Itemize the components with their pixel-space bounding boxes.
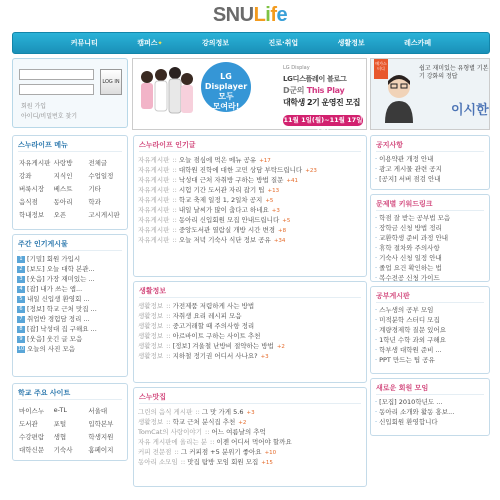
list-item[interactable] (375, 174, 485, 184)
item-board: 생활정보 (138, 418, 164, 426)
list-item[interactable] (138, 185, 362, 195)
menu-link[interactable]: 입학본부 (88, 420, 114, 428)
menu-link[interactable]: 서울대 (88, 407, 108, 415)
rank-badge: 5 (17, 296, 25, 303)
separator: :: (172, 166, 179, 174)
divider (18, 250, 122, 251)
menu-link[interactable]: 도서관 (19, 420, 38, 428)
list-item[interactable] (375, 407, 485, 417)
bullet-icon: · (375, 214, 378, 222)
comment-count: +10 (264, 450, 277, 456)
banner-line-2a: D군의 (283, 86, 307, 95)
life-box-title: 생활정보 (139, 287, 167, 295)
list-item[interactable] (375, 223, 485, 233)
list-item-title: 이용약관 개정 안내 (379, 155, 434, 163)
list-item[interactable] (375, 154, 485, 164)
item-title: 오늘 점심에 먹은 메뉴 공유 (178, 156, 257, 164)
nav-campus[interactable] (137, 38, 162, 48)
hot-box (133, 135, 367, 277)
divider (376, 210, 484, 211)
comment-count: +5 (282, 218, 291, 224)
separator: :: (172, 226, 179, 234)
menu-link[interactable]: 학내정보 (19, 211, 45, 219)
list-item-title: 스누생의 공부 모임 (379, 306, 434, 314)
logo-snu: SNU (212, 4, 254, 26)
list-item-title: 오늘의 사진 모음 (27, 345, 76, 353)
rank-badge: 8 (17, 326, 25, 333)
list-item[interactable] (138, 447, 362, 457)
notice-box-title: 공지사항 (376, 141, 404, 149)
list-item[interactable] (138, 205, 362, 215)
bullet-icon: · (375, 155, 378, 163)
item-board: 자유 게시판에 올리는 분 (138, 438, 207, 446)
list-item-title: 학점 잘 받는 공부법 모음 (379, 214, 451, 222)
menu-link[interactable]: 베스트 (53, 185, 73, 193)
comment-count: +34 (273, 238, 286, 244)
separator: :: (166, 322, 173, 330)
rank-badge: 4 (17, 286, 25, 293)
separator: :: (166, 342, 173, 350)
menu-link[interactable]: 기타 (88, 185, 101, 193)
list-item[interactable] (375, 397, 485, 407)
nav-campus-label: 캠퍼스 (137, 39, 158, 47)
item-title: [정보] 겨울철 난방비 절약하는 방법 (172, 342, 274, 350)
list-item[interactable] (375, 233, 485, 243)
list-item-title: 휴학 절차와 주의사항 (379, 244, 440, 252)
item-title: 자취생 요리 레시피 모음 (172, 312, 242, 320)
item-board: 자유게시판 (138, 226, 170, 234)
students-illustration (137, 65, 197, 127)
list-item-title: [기밀] 회원 가입시 (27, 255, 81, 263)
comment-count: +23 (305, 168, 317, 174)
item-title: 학교 축제 일정 1, 2일차 공지 (178, 196, 263, 204)
id-input[interactable] (19, 69, 94, 80)
separator: :: (210, 438, 217, 446)
notice-list (375, 154, 485, 184)
list-item-title: [모집] 2010학년도 ... (379, 398, 443, 406)
banner-line-3: 대학생 2기 운영진 모집 (283, 98, 360, 107)
item-board: 동아리 소모임 (138, 458, 178, 466)
list-item-title: 미적분학 스터디 모집 (379, 316, 440, 324)
item-board: 자유게시판 (138, 236, 170, 244)
comment-count: +41 (286, 178, 298, 184)
logo-life: Life (253, 4, 288, 26)
bullet-icon: · (375, 234, 378, 242)
club-box-title: 새로운 회원 모임 (376, 384, 429, 392)
club-list (375, 397, 485, 427)
notice-box (370, 135, 490, 190)
menu-link[interactable]: 지식인 (53, 172, 73, 180)
list-item-title: 취업반 경험담 정리 ... (27, 315, 90, 323)
separator: :: (195, 408, 202, 416)
list-item[interactable] (375, 253, 485, 263)
separator: :: (180, 458, 188, 466)
list-item-title: 기숙사 신청 일정 안내 (379, 254, 442, 262)
list-item-title: 내일 신입생 환영회 ... (27, 295, 90, 303)
theme-box-title: 문제별 키워드링크 (376, 200, 433, 208)
list-item[interactable] (375, 213, 485, 223)
item-title: 중고거래할 때 주의사항 정리 (172, 322, 255, 330)
lg-displayer-badge (201, 62, 251, 112)
item-title: 그 커피점 +5 분위기 좋아요 (180, 448, 262, 456)
list-item[interactable] (375, 243, 485, 253)
instructor-name: 이시한 (451, 103, 489, 118)
banner-line-2 (283, 85, 344, 96)
list-item-title: [잡] 내가 쓰는 앱... (27, 285, 83, 293)
item-title: 오늘 저녁 기숙사 식단 정보 공유 (178, 236, 271, 244)
menu-box (12, 135, 128, 230)
rank-badge: 3 (17, 276, 25, 283)
list-item[interactable] (138, 175, 362, 185)
divider (139, 151, 361, 152)
bullet-icon: · (375, 326, 378, 334)
nav-lecture[interactable]: 강의정보 (201, 39, 230, 47)
list-item[interactable] (17, 284, 123, 294)
badge-line-4: 모여라! (212, 102, 240, 111)
list-item[interactable] (375, 305, 485, 315)
bullet-icon: · (375, 356, 378, 364)
list-item-title: [잡] 낙성대 집 구해요 ... (27, 325, 97, 333)
separator: :: (166, 418, 173, 426)
item-title: 그 맛 가게 5.6 (201, 408, 244, 416)
rank-badge: 10 (17, 345, 25, 352)
divider (18, 399, 122, 400)
list-item[interactable] (138, 301, 362, 311)
main-navigation (12, 32, 490, 54)
list-item[interactable] (138, 427, 362, 437)
list-item[interactable] (138, 321, 362, 331)
rank-badge: 2 (17, 266, 25, 273)
list-item[interactable] (138, 311, 362, 321)
separator: :: (172, 186, 179, 194)
comment-count: +3 (271, 208, 280, 214)
list-item[interactable] (375, 325, 485, 335)
club-box (370, 378, 490, 436)
comment-count: +15 (261, 460, 273, 466)
nav-rescafe[interactable]: 레스카페 (404, 39, 432, 47)
comment-count: +8 (278, 228, 287, 234)
list-item[interactable] (138, 457, 362, 467)
divider (376, 302, 484, 303)
rank-badge: 1 (17, 256, 25, 263)
item-title: 내일 날씨가 많이 춥다고 하네요 (178, 206, 269, 214)
megastudy-ad[interactable] (370, 58, 490, 130)
list-item[interactable] (375, 417, 485, 427)
sites-box-title: 학교 주요 사이트 (18, 389, 71, 397)
popular-box-title: 주간 인기게시물 (18, 240, 68, 248)
list-item[interactable] (17, 304, 123, 314)
list-item[interactable] (17, 324, 123, 334)
menu-link[interactable]: 자유게시판 (19, 159, 51, 167)
list-item-title: 복수전공 신청 가이드 (379, 274, 440, 282)
menu-box-title: 스누라이프 메뉴 (18, 141, 68, 149)
list-item[interactable] (375, 164, 485, 174)
separator: :: (205, 428, 212, 436)
list-item[interactable] (375, 345, 485, 355)
menu-link[interactable]: 포털 (53, 420, 67, 428)
study-box (370, 286, 490, 374)
sites-grid (19, 406, 123, 454)
comment-count: +3 (260, 354, 269, 360)
item-board: 자유게시판 (138, 196, 170, 204)
bullet-icon: · (375, 418, 378, 426)
menu-grid (19, 158, 123, 219)
separator: :: (172, 156, 179, 164)
item-title: 동아리 신입회원 모집 안내드립니다 (178, 216, 280, 224)
menu-link[interactable]: 기숙사 (53, 446, 73, 454)
divider (18, 151, 122, 152)
list-item[interactable] (375, 335, 485, 345)
popular-box (12, 234, 128, 377)
list-item-title: [정보] 학교 근처 맛집 ... (27, 305, 97, 313)
separator: :: (166, 312, 173, 320)
separator: :: (172, 236, 179, 244)
list-item[interactable] (17, 344, 123, 354)
menu-link[interactable]: 수강편람 (19, 433, 45, 441)
list-item[interactable] (138, 155, 362, 165)
comment-count: +3 (246, 410, 255, 416)
item-board: 커피 전문점 (138, 448, 172, 456)
list-item[interactable] (138, 195, 362, 205)
rank-badge: 9 (17, 336, 25, 343)
item-board: 생활정보 (138, 312, 164, 320)
menu-link[interactable]: 학과 (88, 198, 101, 206)
list-item-title: 신입회원 환영합니다 (379, 418, 438, 426)
item-board: 생활정보 (138, 342, 164, 350)
menu-link[interactable]: 전체글 (88, 159, 108, 167)
separator: :: (166, 332, 173, 340)
list-item[interactable] (138, 331, 362, 341)
list-item-title: 계량경제학 질문 있어요 (379, 326, 447, 334)
popular-list (17, 254, 123, 354)
divider (376, 394, 484, 395)
item-title: 지하철 정기권 어디서 사나요? (172, 352, 258, 360)
item-title: 낙성대 근처 자취방 구하는 방법 질문 (178, 176, 284, 184)
bullet-icon: · (375, 346, 378, 354)
banner-brand: LG Display (283, 65, 310, 71)
list-item[interactable] (17, 274, 123, 284)
menu-link[interactable]: 사랑방 (53, 159, 73, 167)
item-title: 중앙도서관 열람실 개방 시간 변경 (178, 226, 276, 234)
list-item[interactable] (138, 225, 362, 235)
list-item[interactable] (138, 351, 362, 361)
lg-display-banner[interactable] (132, 58, 367, 135)
divider (376, 151, 484, 152)
bullet-icon: · (375, 336, 378, 344)
menu-link[interactable]: 수업일정 (88, 172, 114, 180)
menu-link[interactable]: 고시게시판 (88, 211, 120, 219)
ad-tag: 메가스터디 (374, 59, 388, 79)
banner-line-1: LG디스플레이 블로그 (283, 75, 347, 83)
item-board: 자유게시판 (138, 216, 170, 224)
list-item[interactable] (138, 437, 362, 447)
nav-life[interactable]: 생활정보 (337, 39, 365, 47)
list-item-title: [보도] 오늘 대학 본관... (27, 265, 95, 273)
badge-line-3: 모두 (218, 92, 234, 101)
list-item[interactable] (138, 407, 362, 417)
list-item-title: 동아리 소개와 활동 홍보... (379, 408, 455, 416)
list-item-title: [웃음] 웃긴 글 모음 (27, 335, 83, 343)
list-item-title: 광고 게시물 관련 공지 (379, 165, 442, 173)
item-board: 생활정보 (138, 332, 164, 340)
separator: :: (174, 448, 181, 456)
study-list (375, 305, 485, 365)
item-board: 그린의 음식 게시판 (138, 408, 193, 416)
sites-box (12, 383, 128, 461)
item-title: 시험 기간 도서관 자리 잡기 팁 (178, 186, 265, 194)
theme-list (375, 213, 485, 283)
list-item[interactable] (138, 417, 362, 427)
nav-community[interactable]: 커뮤니티 (70, 39, 98, 47)
snu-box (133, 387, 367, 487)
instructor-photo (383, 73, 415, 123)
list-item-title: 장학금 신청 방법 정리 (379, 224, 442, 232)
bullet-icon: · (375, 316, 378, 324)
comment-count: +17 (259, 158, 271, 164)
banner-date: 11월 1일(월)~11월 17일(수) (283, 116, 363, 135)
separator: :: (166, 302, 173, 310)
menu-link[interactable]: 버룩시장 (19, 185, 45, 193)
list-item[interactable] (375, 273, 485, 283)
separator: :: (172, 196, 179, 204)
item-title: 아르바이트 구하는 사이트 추천 (172, 332, 261, 340)
item-board: 생활정보 (138, 302, 164, 310)
item-title: 이젠 어디서 먹어야 할까요 (216, 438, 292, 446)
bullet-icon: · (375, 224, 378, 232)
list-item[interactable] (138, 235, 362, 245)
rank-badge: 7 (17, 316, 25, 323)
hot-box-title: 스누라이프 인기글 (139, 141, 196, 149)
menu-link[interactable]: 대학신문 (19, 446, 45, 454)
comment-count: +13 (267, 188, 280, 194)
list-item[interactable] (17, 254, 123, 264)
item-board: 생활정보 (138, 352, 164, 360)
item-board: 자유게시판 (138, 166, 170, 174)
list-item-title: 졸업 요건 확인하는 법 (379, 264, 442, 272)
menu-link[interactable]: e-TL (53, 406, 67, 414)
bullet-icon: · (375, 254, 378, 262)
menu-link[interactable]: 생협 (53, 433, 67, 441)
menu-link[interactable]: 강좌 (19, 172, 32, 180)
bullet-icon: · (375, 408, 378, 416)
menu-link[interactable]: 마이스누 (19, 407, 45, 415)
menu-link[interactable]: 오픈 (53, 211, 67, 219)
life-box (133, 281, 367, 383)
login-button[interactable]: LOG IN (100, 69, 122, 95)
list-item[interactable] (138, 215, 362, 225)
list-item[interactable] (138, 165, 362, 175)
list-item[interactable] (375, 355, 485, 365)
item-title: 대학원 진학에 대한 고민 상담 부탁드립니다 (178, 166, 303, 174)
comment-count: +2 (276, 344, 285, 350)
bullet-icon: · (375, 306, 378, 314)
rank-badge: 6 (17, 306, 25, 313)
list-item[interactable] (17, 294, 123, 304)
theme-box (370, 194, 490, 282)
list-item[interactable] (138, 341, 362, 351)
hot-list (138, 155, 362, 245)
study-box-title: 공부게시판 (376, 292, 410, 300)
list-item-title: 학부생 대학원 준비 ... (379, 346, 442, 354)
item-title: 학교 근처 분식집 추천 (172, 418, 236, 426)
badge-line-1: LG (220, 72, 232, 81)
divider (139, 297, 361, 298)
list-item[interactable] (17, 334, 123, 344)
separator: :: (172, 206, 179, 214)
bullet-icon: · (375, 165, 378, 173)
bullet-icon: · (375, 175, 378, 183)
item-title: 가전제품 저렴하게 사는 방법 (172, 302, 255, 310)
bullet-icon: · (375, 398, 378, 406)
list-item[interactable] (17, 314, 123, 324)
find-account-link[interactable]: 아이디/비밀번호 찾기 (21, 113, 78, 120)
comment-count: +2 (238, 420, 247, 426)
site-logo[interactable] (0, 4, 500, 30)
item-title: 맛집 탐방 모임 회원 모집 (187, 458, 259, 466)
bullet-icon: · (375, 274, 378, 282)
password-input[interactable] (19, 84, 94, 95)
menu-link[interactable]: 홈페이지 (88, 446, 114, 454)
nav-career[interactable]: 진로·취업 (268, 39, 299, 47)
separator: :: (172, 216, 179, 224)
ad-quote: 쉽고 재미있는 유형별 기본기 강화의 정답 (419, 65, 489, 80)
item-board: 자유게시판 (138, 206, 170, 214)
separator: :: (172, 176, 179, 184)
comment-count: +5 (265, 198, 274, 204)
menu-link[interactable]: 학생지원 (88, 433, 114, 441)
item-board: 생활정보 (138, 322, 164, 330)
snu-list (138, 407, 362, 467)
list-item[interactable] (17, 264, 123, 274)
join-link[interactable]: 회원 가입 (21, 103, 47, 110)
list-item-title: 교환학생 준비 과정 안내 (379, 234, 449, 242)
banner-line-2b: This Play (306, 86, 345, 95)
item-board: 자유게시판 (138, 186, 170, 194)
menu-link[interactable]: 음식점 (19, 198, 38, 206)
list-item-title: 1학년 수학 과외 구해요 (379, 336, 446, 344)
life-list (138, 301, 362, 361)
list-item-title: [공지] 서버 점검 안내 (379, 175, 441, 183)
star-icon: ✦ (157, 40, 163, 47)
item-title: 어느 여름날의 추억 (211, 428, 266, 436)
list-item[interactable] (375, 315, 485, 325)
menu-link[interactable]: 동아리 (53, 198, 73, 206)
bullet-icon: · (375, 264, 378, 272)
list-item-title: [웃음] 가장 재미있는 ... (27, 275, 95, 283)
login-panel (12, 58, 128, 128)
item-board: 자유게시판 (138, 156, 170, 164)
item-board: 자유게시판 (138, 176, 170, 184)
bullet-icon: · (375, 244, 378, 252)
snu-box-title: 스누맛집 (139, 393, 167, 401)
badge-line-2: Displayer (204, 82, 248, 91)
separator: :: (166, 352, 173, 360)
divider (139, 403, 361, 404)
list-item-title: PPT 만드는 팁 공유 (379, 356, 435, 364)
list-item[interactable] (375, 263, 485, 273)
item-board: TomCat의 사랑이야기 (138, 428, 202, 436)
